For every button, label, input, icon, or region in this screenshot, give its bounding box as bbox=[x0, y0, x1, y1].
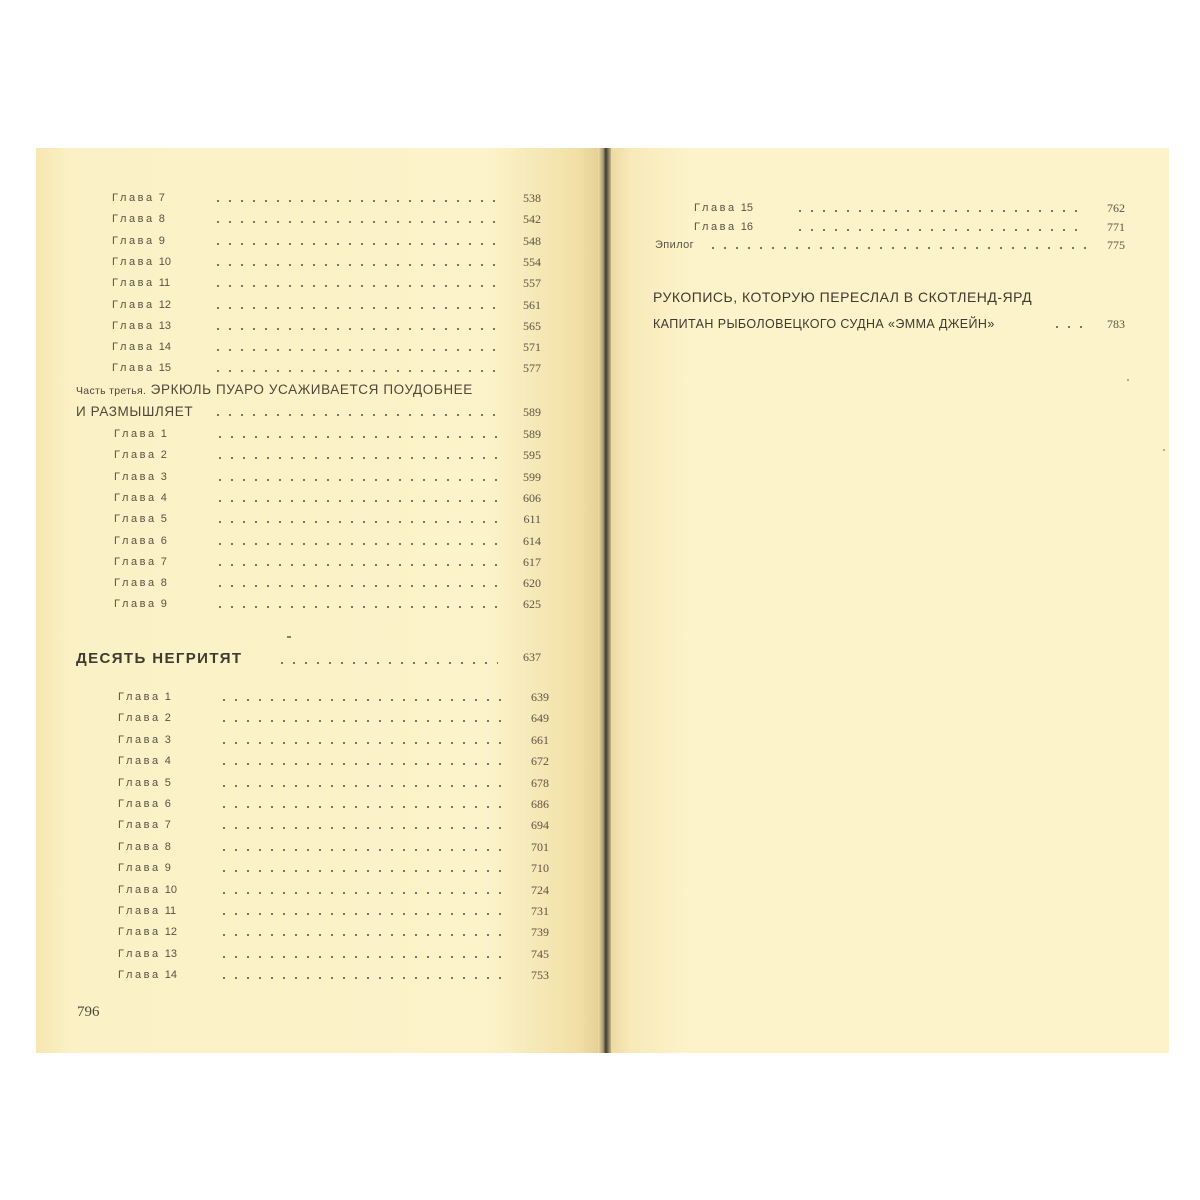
page-number: 686 bbox=[531, 797, 549, 811]
page-number: 589 bbox=[523, 427, 541, 441]
chapter-label bbox=[112, 232, 181, 250]
page-number: 672 bbox=[531, 754, 549, 769]
chapter-number: 10 bbox=[164, 883, 177, 896]
chapter-number: 9 bbox=[160, 598, 167, 611]
toc-row bbox=[118, 731, 549, 749]
chapter-number: 8 bbox=[164, 840, 171, 853]
chapter-word: Глава bbox=[118, 840, 161, 853]
chapter-label bbox=[118, 923, 187, 941]
epilogue-label: Эпилог bbox=[655, 239, 695, 251]
chapter-label bbox=[112, 317, 181, 335]
chapter-number: 15 bbox=[740, 202, 753, 214]
page-number: 554 bbox=[523, 254, 541, 269]
chapter-number: 2 bbox=[164, 712, 171, 725]
chapter-number: 3 bbox=[164, 733, 171, 746]
toc-row bbox=[694, 199, 1125, 217]
toc-row bbox=[112, 189, 541, 207]
toc-row bbox=[114, 446, 541, 464]
page-number: 753 bbox=[531, 968, 549, 983]
right-page bbox=[609, 148, 1169, 1053]
page-number: 577 bbox=[523, 361, 541, 376]
paper-speck bbox=[1163, 449, 1165, 451]
leader-dots bbox=[212, 285, 497, 287]
chapter-word: Глава bbox=[114, 555, 157, 568]
leader-dots bbox=[212, 221, 497, 223]
toc-row bbox=[118, 709, 549, 727]
page-folio: 796 bbox=[77, 1004, 100, 1020]
chapter-label bbox=[118, 881, 187, 899]
book-title: ДЕСЯТЬ НЕГРИТЯТ bbox=[76, 650, 243, 667]
manuscript-title-line1: РУКОПИСЬ, КОТОРУЮ ПЕРЕСЛАЛ В СКОТЛЕНД-ЯРД bbox=[653, 289, 1033, 305]
toc-row bbox=[118, 945, 549, 963]
chapter-number: 2 bbox=[160, 449, 167, 462]
leader-dots bbox=[794, 210, 1081, 212]
chapter-number: 1 bbox=[164, 691, 171, 703]
page-number: 571 bbox=[523, 340, 541, 355]
chapter-label bbox=[112, 296, 181, 314]
chapter-label bbox=[112, 189, 181, 207]
toc-row bbox=[112, 338, 541, 356]
page-number: 614 bbox=[523, 533, 541, 548]
toc-row bbox=[118, 688, 549, 706]
chapter-label bbox=[112, 210, 181, 228]
chapter-word: Глава bbox=[114, 470, 157, 483]
page-number: 599 bbox=[523, 469, 541, 484]
page-number: 775 bbox=[1107, 238, 1125, 252]
chapter-label bbox=[118, 945, 187, 963]
toc-row bbox=[114, 595, 541, 613]
chapter-word: Глава bbox=[114, 449, 157, 462]
toc-row bbox=[112, 253, 541, 271]
chapter-word: Глава bbox=[112, 362, 155, 375]
page-number: 595 bbox=[523, 448, 541, 463]
chapter-number: 1 bbox=[160, 428, 167, 440]
manuscript-title-line2: КАПИТАН РЫБОЛОВЕЦКОГО СУДНА «ЭММА ДЖЕЙН» bbox=[653, 317, 995, 331]
chapter-number: 3 bbox=[160, 470, 167, 483]
leader-dots bbox=[212, 243, 497, 245]
leader-dots bbox=[218, 699, 505, 701]
chapter-number: 9 bbox=[164, 862, 171, 875]
chapter-number: 13 bbox=[158, 319, 171, 332]
chapter-label bbox=[694, 199, 763, 217]
chapter-word: Глава bbox=[118, 883, 161, 896]
leader-dots bbox=[212, 264, 497, 266]
page-number: 611 bbox=[523, 512, 541, 527]
book-gutter bbox=[598, 148, 611, 1053]
toc-row bbox=[114, 532, 541, 550]
chapter-word: Глава bbox=[118, 862, 161, 875]
chapter-word: Глава bbox=[118, 798, 161, 810]
toc-row bbox=[118, 752, 549, 770]
toc-row bbox=[118, 816, 549, 834]
chapter-label bbox=[112, 274, 181, 292]
chapter-label bbox=[118, 838, 187, 856]
chapter-number: 6 bbox=[164, 798, 171, 810]
chapter-label bbox=[114, 532, 183, 550]
chapter-number: 4 bbox=[164, 755, 171, 768]
chapter-word: Глава bbox=[112, 192, 155, 204]
chapter-word: Глава bbox=[112, 298, 155, 311]
page-number: 783 bbox=[1107, 317, 1125, 331]
page-number: 620 bbox=[523, 576, 541, 591]
chapter-label bbox=[118, 774, 187, 792]
toc-row bbox=[112, 317, 541, 335]
leader-dots bbox=[212, 328, 497, 330]
chapter-label bbox=[114, 574, 183, 592]
chapter-label bbox=[114, 425, 183, 443]
part-three-title: ЭРКЮЛЬ ПУАРО УСАЖИВАЕТСЯ ПОУДОБНЕЕ bbox=[150, 382, 473, 397]
leader-dots bbox=[218, 742, 505, 744]
leader-dots bbox=[214, 564, 497, 566]
toc-row bbox=[694, 218, 1125, 236]
chapter-number: 8 bbox=[158, 213, 165, 226]
toc-row bbox=[114, 553, 541, 571]
chapter-number: 16 bbox=[740, 221, 753, 233]
chapter-number: 5 bbox=[164, 776, 171, 789]
page-number: 762 bbox=[1107, 201, 1125, 215]
chapter-word: Глава bbox=[118, 776, 161, 789]
chapter-word: Глава bbox=[114, 491, 157, 504]
leader-dots bbox=[218, 827, 505, 829]
toc-row bbox=[112, 296, 541, 314]
chapter-label bbox=[114, 510, 183, 528]
leader-dots bbox=[218, 785, 505, 787]
chapter-word: Глава bbox=[118, 819, 161, 832]
part-three-title-line2-row bbox=[76, 403, 541, 421]
toc-row bbox=[114, 425, 541, 443]
chapter-number: 7 bbox=[158, 192, 165, 204]
chapter-number: 12 bbox=[158, 298, 171, 311]
chapter-number: 11 bbox=[164, 905, 177, 917]
page-number: 617 bbox=[523, 554, 541, 569]
toc-row bbox=[118, 966, 549, 984]
toc-row bbox=[118, 923, 549, 941]
leader-dots bbox=[212, 307, 497, 309]
part-three-prefix: Часть третья. bbox=[76, 385, 147, 397]
chapter-number: 8 bbox=[160, 577, 167, 590]
chapter-number: 11 bbox=[158, 277, 171, 290]
chapter-label bbox=[114, 468, 183, 486]
page-number: 731 bbox=[531, 904, 549, 918]
leader-dots bbox=[218, 870, 505, 872]
chapter-word: Глава bbox=[118, 947, 161, 960]
leader-dots bbox=[707, 247, 1087, 249]
toc-row bbox=[118, 881, 549, 899]
chapter-word: Глава bbox=[118, 755, 161, 768]
toc-row bbox=[118, 838, 549, 856]
page-number: 771 bbox=[1107, 220, 1125, 234]
chapter-label bbox=[118, 902, 187, 920]
chapter-number: 14 bbox=[158, 341, 171, 354]
leader-dots bbox=[218, 849, 505, 851]
chapter-word: Глава bbox=[112, 234, 155, 247]
book-title-row bbox=[76, 649, 541, 669]
page-number: 739 bbox=[531, 925, 549, 940]
leader-dots bbox=[214, 585, 497, 587]
page-number: 548 bbox=[523, 233, 541, 248]
leader-dots bbox=[212, 370, 497, 372]
toc-row bbox=[118, 795, 549, 813]
chapter-word: Глава bbox=[112, 255, 155, 268]
leader-dots bbox=[214, 543, 497, 545]
chapter-label bbox=[112, 338, 181, 356]
chapter-word: Глава bbox=[118, 905, 161, 917]
leader-dots bbox=[218, 763, 505, 765]
chapter-label bbox=[118, 816, 187, 834]
leader-dots bbox=[218, 934, 505, 936]
chapter-word: Глава bbox=[694, 221, 737, 233]
part-three-title-cont: И РАЗМЫШЛЯЕТ bbox=[76, 404, 194, 419]
toc-row bbox=[114, 468, 541, 486]
page-number: 625 bbox=[523, 597, 541, 612]
leader-dots bbox=[214, 500, 497, 502]
page-number: 565 bbox=[523, 318, 541, 333]
paper-speck bbox=[1127, 379, 1129, 381]
page-number: 639 bbox=[531, 690, 549, 704]
manuscript-row bbox=[653, 314, 1125, 334]
page-number: 542 bbox=[523, 212, 541, 227]
chapter-label bbox=[114, 446, 183, 464]
chapter-label bbox=[118, 859, 187, 877]
page-number: 606 bbox=[523, 490, 541, 505]
leader-dots bbox=[214, 457, 497, 459]
chapter-label bbox=[114, 489, 183, 507]
chapter-word: Глава bbox=[114, 598, 157, 611]
leader-dots bbox=[218, 806, 505, 808]
chapter-word: Глава bbox=[118, 969, 161, 982]
chapter-label bbox=[114, 553, 183, 571]
leader-dots bbox=[212, 414, 497, 416]
chapter-word: Глава bbox=[114, 534, 157, 547]
chapter-word: Глава bbox=[118, 926, 161, 939]
chapter-number: 4 bbox=[160, 491, 167, 504]
chapter-label bbox=[112, 253, 181, 271]
leader-dots bbox=[214, 521, 497, 523]
toc-row bbox=[112, 232, 541, 250]
chapter-label bbox=[118, 688, 187, 706]
leader-dots bbox=[218, 956, 505, 958]
toc-row bbox=[114, 510, 541, 528]
chapter-number: 5 bbox=[160, 513, 167, 526]
part-three-title-line1 bbox=[76, 381, 473, 399]
toc-row bbox=[112, 274, 541, 292]
chapter-number: 15 bbox=[158, 362, 171, 375]
epilogue-row bbox=[655, 236, 1125, 254]
separator-mark bbox=[287, 636, 291, 638]
page-number: 538 bbox=[523, 191, 541, 205]
leader-dots bbox=[212, 349, 497, 351]
chapter-label bbox=[114, 595, 183, 613]
toc-row bbox=[114, 489, 541, 507]
page-number: 710 bbox=[531, 861, 549, 876]
chapter-word: Глава bbox=[112, 319, 155, 332]
leader-dots bbox=[214, 436, 497, 438]
chapter-word: Глава bbox=[112, 341, 155, 354]
leader-dots bbox=[218, 892, 505, 894]
page-number: 561 bbox=[523, 297, 541, 312]
chapter-word: Глава bbox=[694, 202, 737, 214]
chapter-word: Глава bbox=[114, 577, 157, 590]
page-number: 701 bbox=[531, 839, 549, 854]
toc-row bbox=[112, 359, 541, 377]
toc-row bbox=[118, 902, 549, 920]
chapter-number: 12 bbox=[164, 926, 177, 939]
chapter-number: 9 bbox=[158, 234, 165, 247]
chapter-number: 13 bbox=[164, 947, 177, 960]
page-number: 745 bbox=[531, 946, 549, 961]
page-number: 557 bbox=[523, 276, 541, 291]
chapter-number: 6 bbox=[160, 534, 167, 547]
leader-dots bbox=[218, 977, 505, 979]
chapter-label bbox=[118, 731, 187, 749]
leader-dots bbox=[214, 479, 497, 481]
leader-dots bbox=[212, 200, 497, 202]
chapter-word: Глава bbox=[118, 691, 161, 703]
toc-row bbox=[118, 859, 549, 877]
leader-dots bbox=[794, 229, 1081, 231]
page-number: 724 bbox=[531, 882, 549, 897]
page-number: 649 bbox=[531, 711, 549, 726]
chapter-label bbox=[118, 709, 187, 727]
page-number: 589 bbox=[523, 405, 541, 419]
chapter-number: 14 bbox=[164, 969, 177, 982]
leader-dots bbox=[218, 720, 505, 722]
chapter-label bbox=[112, 359, 181, 377]
page-number: 678 bbox=[531, 775, 549, 790]
chapter-word: Глава bbox=[112, 277, 155, 290]
leader-dots bbox=[218, 913, 505, 915]
chapter-number: 7 bbox=[164, 819, 171, 832]
page-number: 661 bbox=[531, 732, 549, 747]
chapter-word: Глава bbox=[118, 733, 161, 746]
chapter-number: 7 bbox=[160, 555, 167, 568]
chapter-number: 10 bbox=[158, 255, 171, 268]
chapter-label bbox=[118, 966, 187, 984]
leader-dots bbox=[276, 662, 498, 664]
page-number: 694 bbox=[531, 818, 549, 833]
page-number: 637 bbox=[523, 650, 541, 664]
leader-dots bbox=[214, 606, 497, 608]
toc-row bbox=[118, 774, 549, 792]
chapter-label bbox=[118, 795, 187, 813]
chapter-word: Глава bbox=[114, 513, 157, 526]
chapter-word: Глава bbox=[114, 428, 157, 440]
leader-dots bbox=[1051, 326, 1087, 328]
chapter-word: Глава bbox=[112, 213, 155, 226]
chapter-label bbox=[118, 752, 187, 770]
toc-row bbox=[112, 210, 541, 228]
chapter-label bbox=[694, 218, 763, 236]
toc-row bbox=[114, 574, 541, 592]
chapter-word: Глава bbox=[118, 712, 161, 725]
